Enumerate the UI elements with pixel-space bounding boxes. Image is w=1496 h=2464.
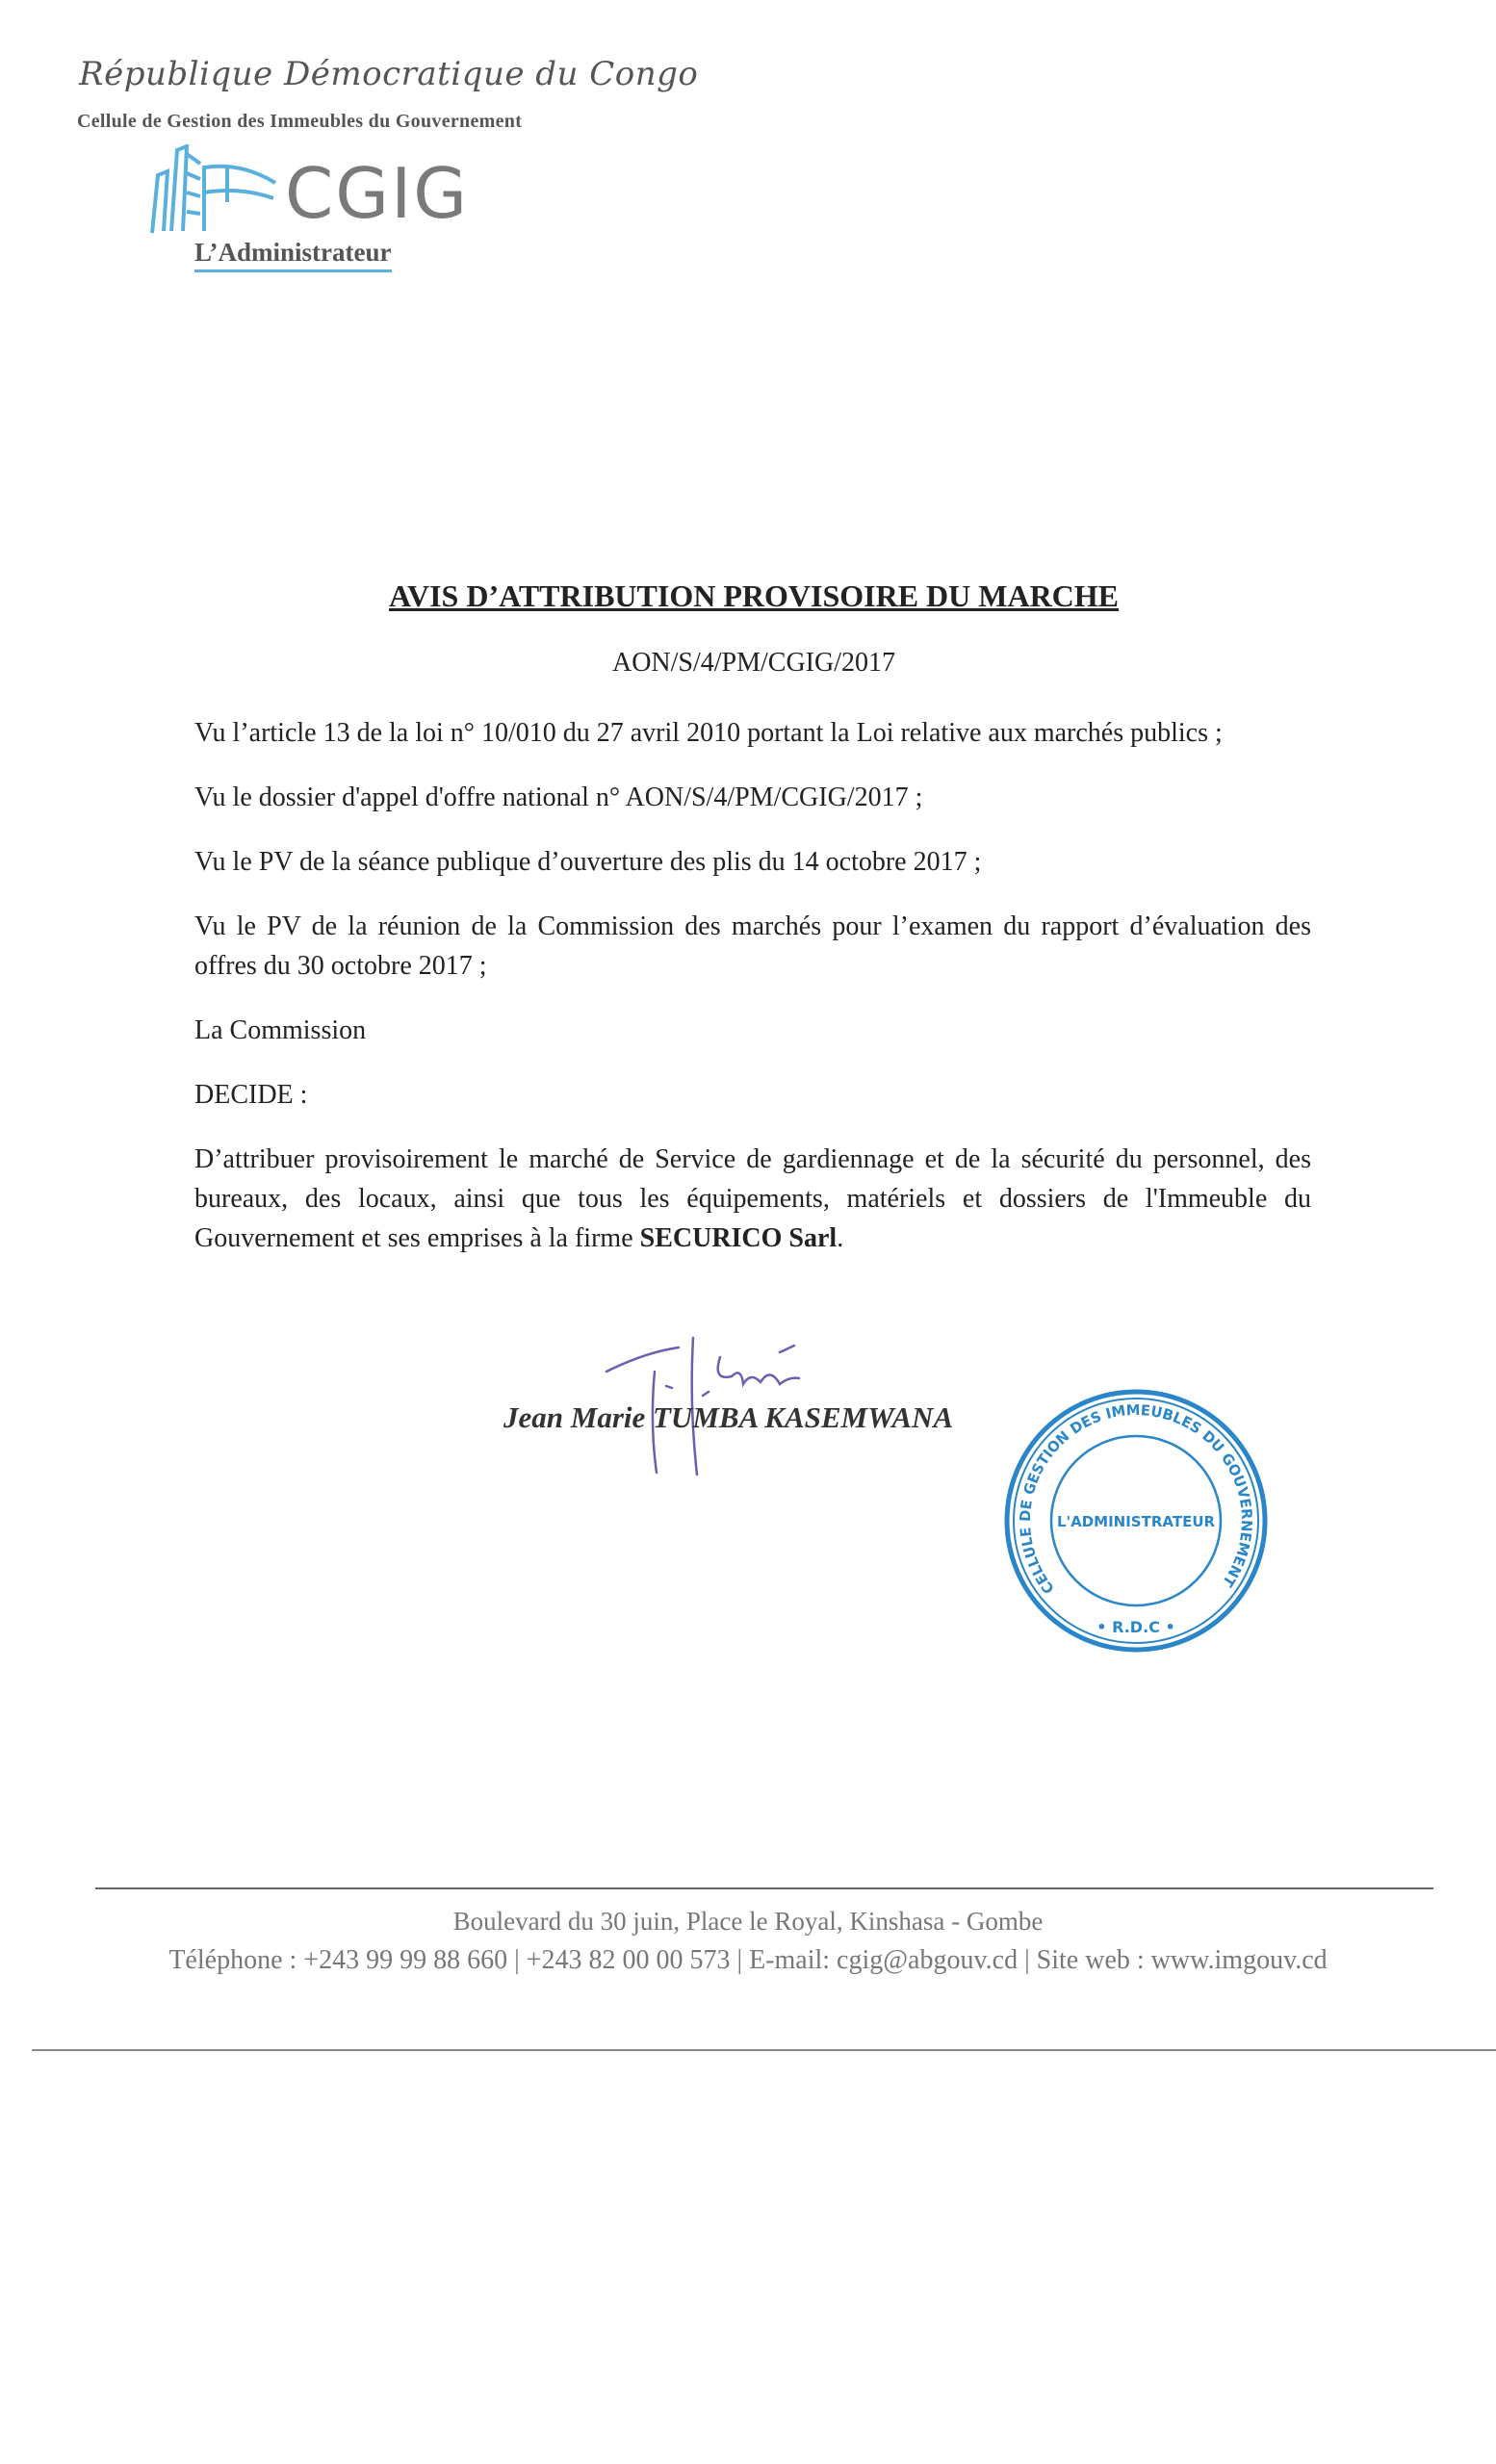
paragraph-dossier: Vu le dossier d'appel d'offre national n° AON/S/4/PM/CGIG/2017 ;	[194, 783, 923, 812]
signatory-name: Jean Marie TUMBA KASEMWANA	[503, 1400, 954, 1434]
paragraph-law: Vu l’article 13 de la loi n° 10/010 du 27 avril 2010 portant la Loi relative aux marchés publics ;	[194, 718, 1223, 748]
logo-text: CGIG	[285, 153, 470, 234]
official-stamp	[1001, 1386, 1271, 1656]
footer-contact: Téléphone : +243 99 99 88 660 | +243 82 00 00 573 | E-mail: cgig@abgouv.cd | Site web : www.imgouv.cd	[168, 1945, 1328, 1975]
document-reference: AON/S/4/PM/CGIG/2017	[611, 648, 896, 678]
awardee-name: SECURICO Sarl	[639, 1223, 838, 1253]
stamp-ring-text: CELLULE DE GESTION DES IMMEUBLES DU GOUVERNEMENT	[1016, 1400, 1256, 1598]
decision-paragraph	[194, 1140, 1311, 1258]
decide-label: DECIDE :	[194, 1080, 308, 1110]
footer-divider	[95, 1887, 1433, 1889]
paragraph-pv-opening: Vu le PV de la séance publique d’ouverture des plis du 14 octobre 2017 ;	[194, 847, 982, 877]
document-title: AVIS D’ATTRIBUTION PROVISOIRE DU MARCHE	[388, 578, 1120, 613]
decision-end: .	[837, 1223, 844, 1253]
organization-name: Cellule de Gestion des Immeubles du Gouvernement	[77, 111, 523, 132]
stamp-bottom-text: • R.D.C •	[1096, 1618, 1175, 1636]
commission-label: La Commission	[194, 1015, 367, 1045]
page-bottom-edge	[32, 2049, 1496, 2051]
stamp-center-text: L'ADMINISTRATEUR	[1056, 1513, 1216, 1530]
paragraph-pv-commission: Vu le PV de la réunion de la Commission des marchés pour l’examen du rapport d’évaluation des offres du 30 octobre 2017 ;	[194, 911, 1311, 981]
decision-text: D’attribuer provisoirement le marché de Service de gardiennage et de la sécurité du personnel, des bureaux, des locaux, ainsi que tous les équipements, matériels et dossiers de l'Immeuble du Gouvernement et ses emprises à la firme	[194, 1144, 1311, 1253]
footer-address: Boulevard du 30 juin, Place le Royal, Kinshasa - Gombe	[452, 1907, 1044, 1936]
document-body	[194, 713, 1311, 1283]
building-logo-icon	[144, 144, 279, 236]
country-name: République Démocratique du Congo	[79, 55, 699, 93]
office-title: L’Administrateur	[194, 237, 392, 272]
